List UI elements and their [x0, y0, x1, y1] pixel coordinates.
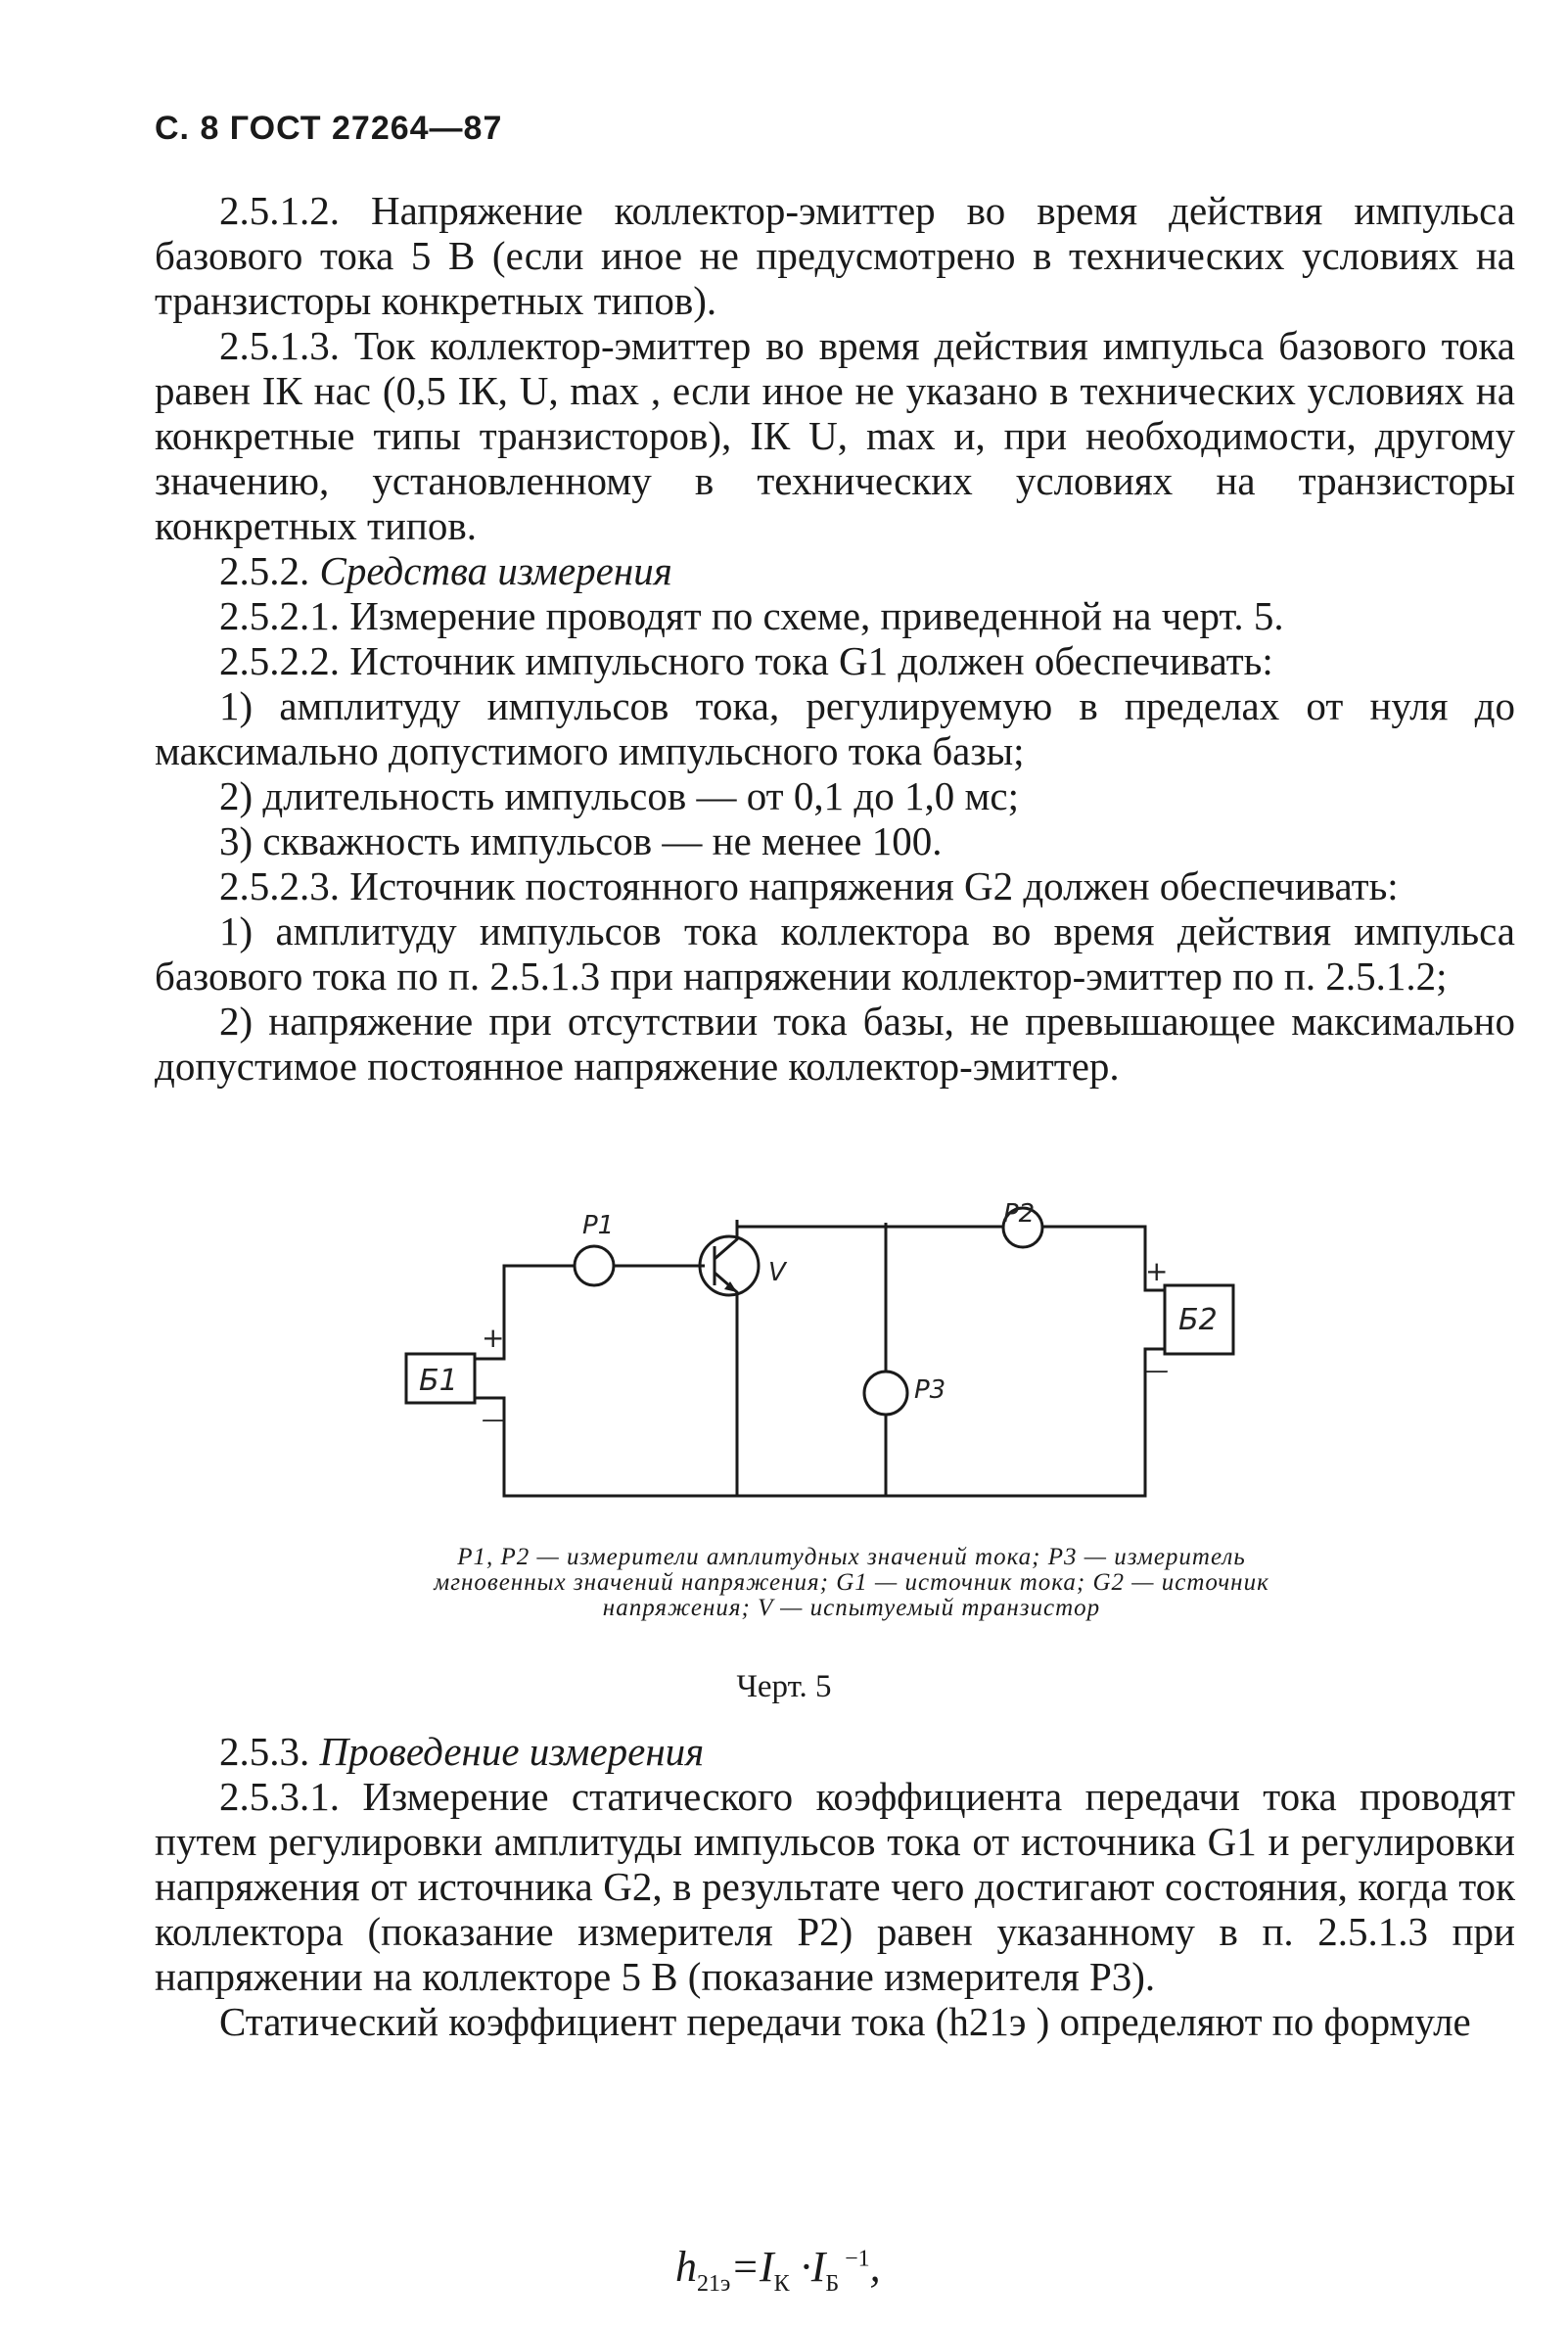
- meter-p3: [864, 1372, 907, 1415]
- formula-ik-sub: К: [773, 2270, 790, 2297]
- formula-exp: −1: [839, 2246, 870, 2272]
- paragraph-2-5-2-2: 2.5.2.2. Источник импульсного тока G1 должен обеспечивать:: [219, 638, 1273, 683]
- heading-2-5-2: [155, 548, 1515, 593]
- circuit-diagram-svg: [392, 1199, 1272, 1545]
- wire-g2-bottom: [475, 1349, 1165, 1496]
- wire-top-left: [504, 1266, 576, 1322]
- heading-2-5-2-number: 2.5.2.: [219, 548, 310, 593]
- figure-label: Черт. 5: [736, 1669, 832, 1704]
- label-p3: P3: [914, 1375, 946, 1405]
- paragraph-2-5-1-2: 2.5.1.2. Напряжение коллектор-эмиттер во время действия импульса базового тока 5 В (если иное не предусмотрено в технических условиях на транзисторы конкретных типов).: [155, 188, 1515, 323]
- formula-ik: I: [760, 2243, 774, 2291]
- list-item: 1) амплитуду импульсов тока, регулируемую в пределах от нуля до максимально допустимого импульсного тока базы;: [155, 683, 1515, 773]
- transistor-collector-lead: [715, 1227, 737, 1259]
- heading-2-5-3-number: 2.5.3.: [219, 1729, 310, 1774]
- text-bottom-block: [155, 1729, 1515, 2044]
- paragraph-2-5-3-1: 2.5.3.1. Измерение статического коэффициента передачи тока проводят путем регулировки амплитуды импульсов тока от источника G1 и регулировки напряжения от источника G2, в результате чего достигают состояния, когда ток коллектора (показание измерителя P2) равен указанному в п. 2.5.1.3 при напряжении на коллекторе 5 В (показание измерителя P3).: [155, 1774, 1515, 1999]
- label-p2: P2: [1003, 1199, 1036, 1229]
- formula-h21e: [675, 2242, 881, 2298]
- label-g1: Б1: [419, 1364, 458, 1398]
- list-item: 1) амплитуду импульсов тока коллектора во время действия импульса базового тока по п. 2.5.1.3 при напряжении коллектор-эмиттер по п. 2.5.1.2;: [155, 908, 1515, 999]
- text-top-block: [155, 188, 1515, 1089]
- list-item: 2) напряжение при отсутствии тока базы, не превышающее максимально допустимое постоянное напряжение коллектор-эмиттер.: [155, 999, 1515, 1089]
- formula-eq: =: [730, 2243, 761, 2291]
- heading-2-5-2-text: Средства измерения: [319, 548, 672, 593]
- wire-top-right: [737, 1223, 1003, 1227]
- formula-ib: I: [810, 2243, 826, 2291]
- formula-dot: ·: [789, 2243, 811, 2291]
- formula-ib-sub: Б: [825, 2270, 840, 2297]
- formula-end: ,: [869, 2243, 881, 2291]
- paragraph-static-coefficient: Статический коэффициент передачи тока (h21э ) определяют по формуле: [219, 1999, 1471, 2044]
- paragraph-2-5-2-3: 2.5.2.3. Источник постоянного напряжения G2 должен обеспечивать:: [219, 863, 1399, 908]
- label-p1: P1: [582, 1211, 615, 1240]
- label-g1-plus: +: [482, 1322, 505, 1354]
- label-g1-minus: —: [482, 1406, 505, 1433]
- label-g2-minus: —: [1145, 1357, 1169, 1384]
- diagram-caption: P1, P2 — измерители амплитудных значений тока; P3 — измеритель мгновенных значений напряжения; G1 — источник тока; G2 — источник напряжения; V — испытуемый транзистор: [434, 1544, 1269, 1621]
- page-header: С. 8 ГОСТ 27264—87: [155, 110, 503, 147]
- heading-2-5-3-text: Проведение измерения: [319, 1729, 705, 1774]
- meter-p1: [575, 1246, 614, 1285]
- heading-2-5-3: [155, 1729, 1515, 1774]
- list-item: 3) скважность импульсов — не менее 100.: [219, 818, 943, 863]
- formula-lhs: h: [675, 2243, 697, 2291]
- paragraph-2-5-1-3: 2.5.1.3. Ток коллектор-эмиттер во время действия импульса базового тока равен IК нас (0,5 IК, U, max , если иное не указано в технических условиях на конкретные типы транзисторов), IК U, max и, при необходимости, другому значению, установленному в технических условиях на транзисторы конкретных типов.: [155, 323, 1515, 548]
- paragraph-2-5-2-1: 2.5.2.1. Измерение проводят по схеме, приведенной на черт. 5.: [219, 593, 1284, 638]
- list-item: 2) длительность импульсов — от 0,1 до 1,0 мс;: [219, 773, 1019, 818]
- circuit-diagram: [392, 1199, 1272, 1555]
- label-g2-plus: +: [1145, 1255, 1169, 1287]
- label-v: V: [768, 1258, 786, 1287]
- formula-lhs-sub: 21э: [697, 2270, 731, 2297]
- label-g2: Б2: [1178, 1303, 1218, 1337]
